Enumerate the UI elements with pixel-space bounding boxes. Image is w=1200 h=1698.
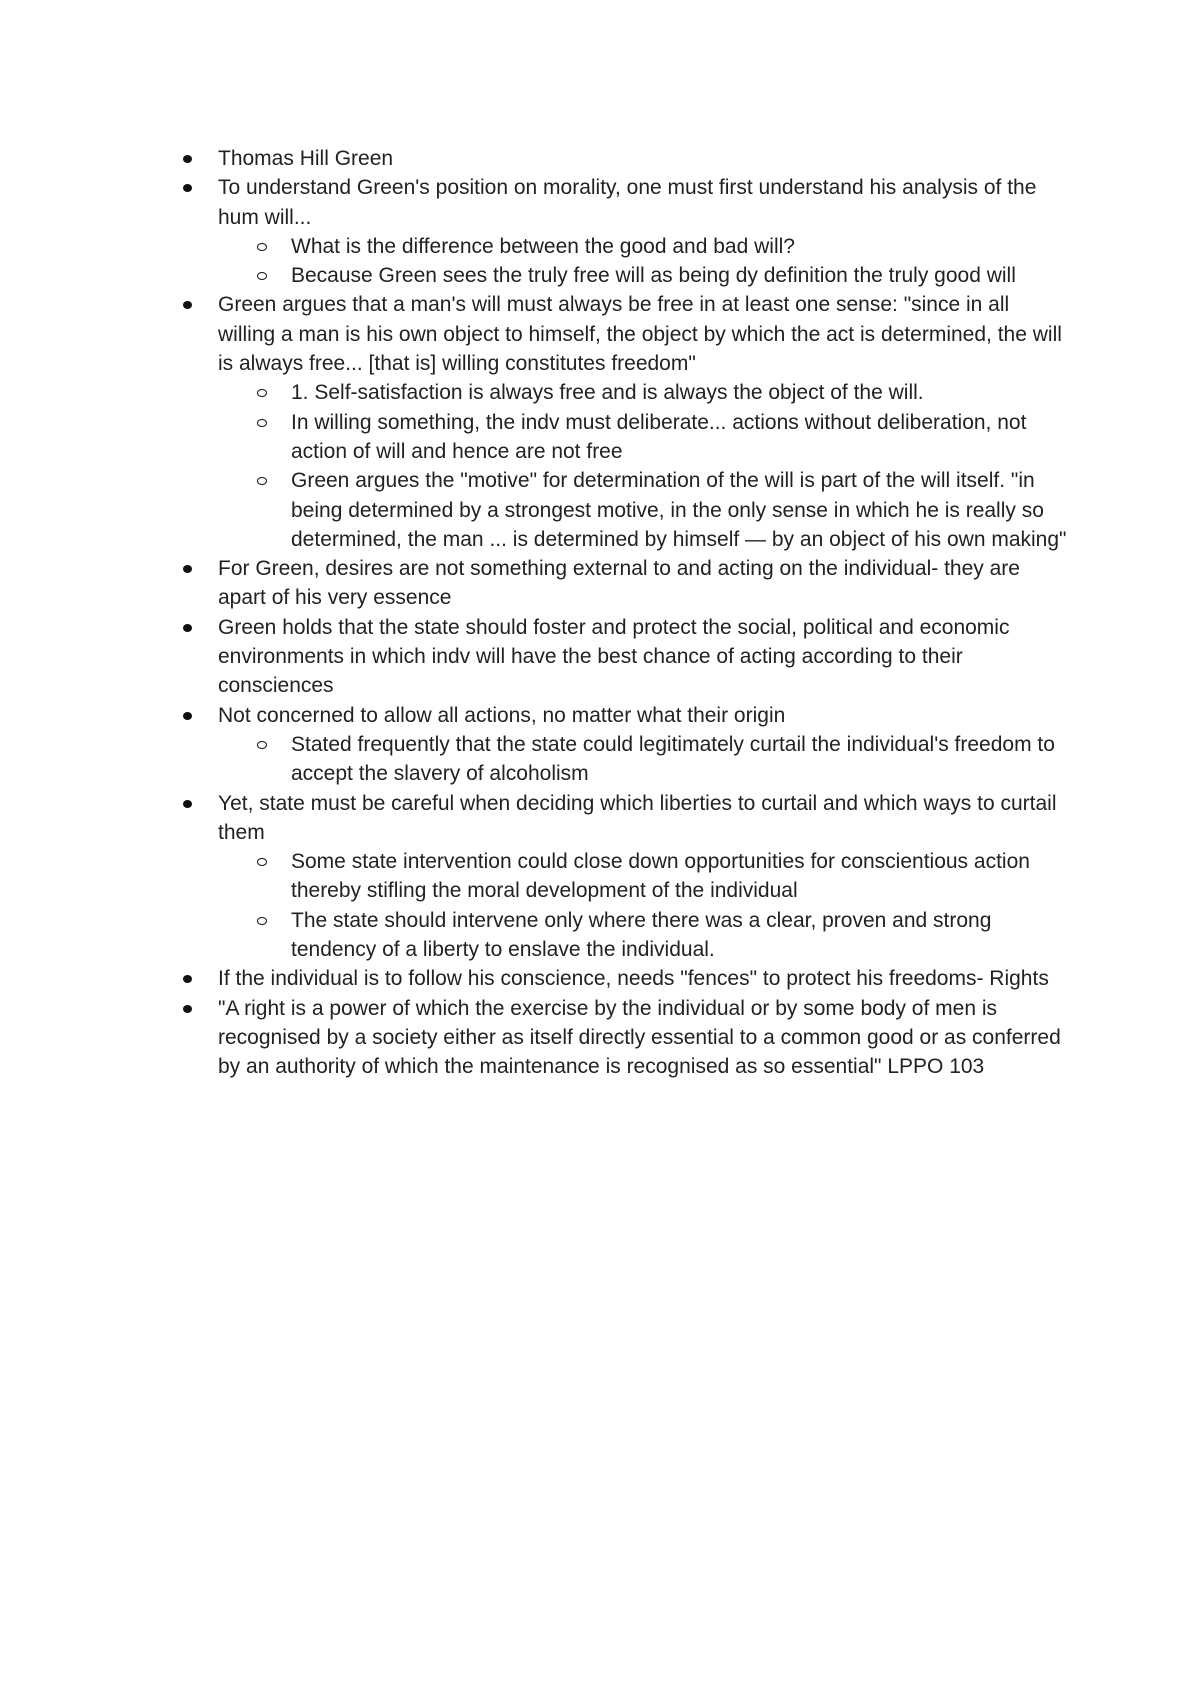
list-item (218, 613, 1068, 701)
bullet-icon (183, 712, 192, 720)
sub-list (218, 232, 1068, 291)
sub-list-item-text: Green argues the "motive" for determination of the will is part of the will itself. "in being determined by a strongest motive, in the only sense in which he is really so determined, the man ... is determined by himself — by an object of his own making" (291, 469, 1067, 551)
sub-list-item-text: Because Green sees the truly free will as being dy definition the truly good will (291, 264, 1016, 288)
sub-list-item-text: Some state intervention could close down opportunities for conscientious action thereby stifling the moral development of the individual (291, 850, 1030, 903)
list-item-text: Thomas Hill Green (218, 147, 394, 170)
list-item-text: Green argues that a man's will must always be free in at least one sense: "since in all willing a man is his own object to himself, the object by which the act is determined, the will is always free... [that is] willing constitutes freedom" (218, 293, 1062, 376)
bullet-icon (183, 565, 192, 573)
sub-list-item-text: Stated frequently that the state could legitimately curtail the individual's freedom to accept the slavery of alcoholism (291, 732, 1055, 786)
list-item-text: Green holds that the state should foster and protect the social, political and economic environments in which indv will have the best chance of acting according to their consciences (218, 615, 1010, 698)
hollow-bullet-icon (257, 272, 267, 280)
sub-list (218, 378, 1068, 554)
bullet-icon (183, 1005, 192, 1013)
bullet-icon (183, 184, 192, 192)
notes-list (218, 144, 1068, 1082)
list-item-text: For Green, desires are not something external to and acting on the individual- they are apart of his very essence (218, 557, 1020, 610)
sub-list-item-text: In willing something, the indv must deliberate... actions without deliberation, not action of will and hence are not free (291, 410, 1027, 463)
list-item (218, 290, 1068, 554)
hollow-bullet-icon (257, 741, 267, 749)
list-item (218, 789, 1068, 965)
hollow-bullet-icon (257, 858, 267, 866)
sub-list-item (291, 378, 1068, 407)
bullet-icon (183, 975, 192, 983)
bullet-icon (183, 301, 192, 309)
sub-list-item (291, 261, 1068, 290)
list-item-text: Not concerned to allow all actions, no matter what their origin (218, 703, 786, 727)
sub-list-item (291, 906, 1068, 965)
hollow-bullet-icon (257, 389, 267, 397)
list-item (218, 994, 1068, 1082)
list-item-text: "A right is a power of which the exercise by the individual or by some body of men is recognised by a society either as itself directly essential to a common good or as conferred by an authority of which the maintenance is recognised as so essential" LPPO 103 (218, 996, 1061, 1079)
bullet-icon (183, 155, 192, 163)
sub-list (218, 730, 1068, 789)
list-item-text: To understand Green's position on morality, one must first understand his analysis of the hum will... (218, 176, 1037, 229)
sub-list-item (291, 847, 1068, 906)
list-item-text: Yet, state must be careful when deciding which liberties to curtail and which ways to curtail them (218, 791, 1057, 844)
sub-list-item (291, 408, 1068, 467)
list-item (218, 554, 1068, 613)
sub-list-item (291, 730, 1068, 789)
hollow-bullet-icon (257, 419, 267, 427)
sub-list-item-text: The state should intervene only where there was a clear, proven and strong tendency of a liberty to enslave the individual. (291, 908, 992, 962)
sub-list-item-text: 1. Self-satisfaction is always free and is always the object of the will. (291, 381, 924, 405)
sub-list-item-text: What is the difference between the good and bad will? (291, 234, 795, 258)
bullet-icon (183, 800, 192, 808)
sub-list-item (291, 232, 1068, 261)
list-item (218, 701, 1068, 789)
sub-list (218, 847, 1068, 964)
sub-list-item (291, 466, 1068, 554)
list-item (218, 144, 1068, 173)
hollow-bullet-icon (257, 917, 267, 925)
hollow-bullet-icon (257, 477, 267, 485)
hollow-bullet-icon (257, 243, 267, 251)
bullet-icon (183, 624, 192, 632)
list-item-text: If the individual is to follow his conscience, needs "fences" to protect his freedoms- Rights (218, 967, 1049, 991)
list-item (218, 173, 1068, 290)
list-item (218, 964, 1068, 993)
